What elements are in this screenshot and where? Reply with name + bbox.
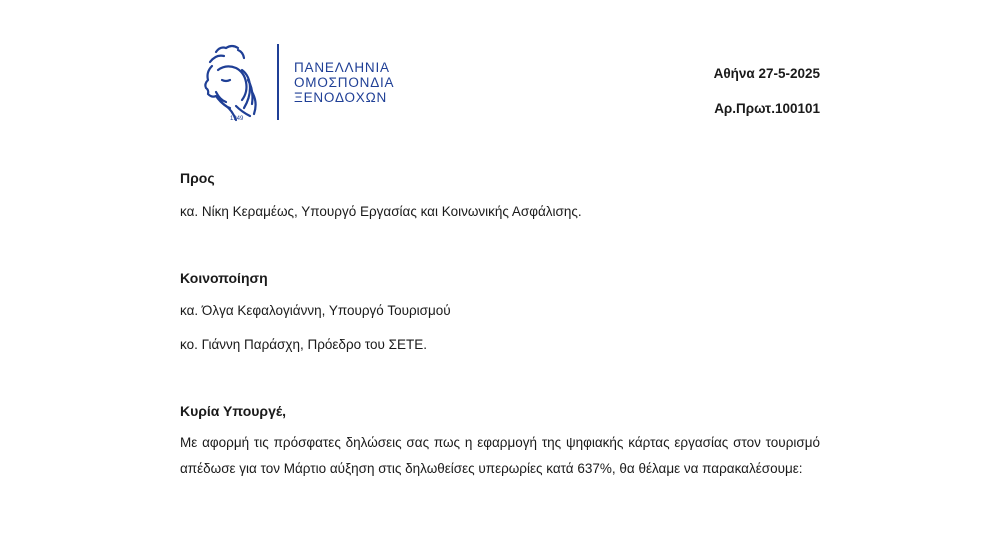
cc-heading: Κοινοποίηση	[180, 270, 268, 286]
body-paragraph: Με αφορμή τις πρόσφατες δηλώσεις σας πως η εφαρμογή της ψηφιακής κάρτας εργασίας στον τουρισμό απέδωσε για τον Μάρτιο αύξηση στις δηλωθείσες υπερωρίες κατά 637%, θα θέλαμε να παρακαλέσουμε:	[180, 435, 820, 476]
hermes-head-logo-icon	[192, 40, 272, 124]
organization-name	[294, 60, 394, 105]
protocol-number: Αρ.Πρωτ.100101	[714, 101, 820, 116]
org-name-line-1: ΠΑΝΕΛΛΗΝΙΑ	[294, 60, 390, 75]
cc-line-2: κο. Γιάννη Παράσχη, Πρόεδρο του ΣΕΤΕ.	[180, 337, 428, 352]
logo-divider	[277, 44, 279, 120]
to-heading: Προς	[180, 170, 215, 186]
cc-line-1: κα. Όλγα Κεφαλογιάννη, Υπουργό Τουρισμού	[180, 303, 451, 318]
org-name-line-3: ΞΕΝΟΔΟΧΩΝ	[294, 90, 388, 105]
document-date: Αθήνα 27-5-2025	[713, 66, 820, 81]
org-name-line-2: ΟΜΟΣΠΟΝΔΙΑ	[294, 75, 395, 90]
recipient-line: κα. Νίκη Κεραμέως, Υπουργό Εργασίας και Κοινωνικής Ασφάλισης.	[180, 204, 582, 219]
organization-logo	[192, 40, 422, 130]
logo-year: 1949	[230, 116, 244, 122]
salutation: Κυρία Υπουργέ,	[180, 403, 287, 419]
